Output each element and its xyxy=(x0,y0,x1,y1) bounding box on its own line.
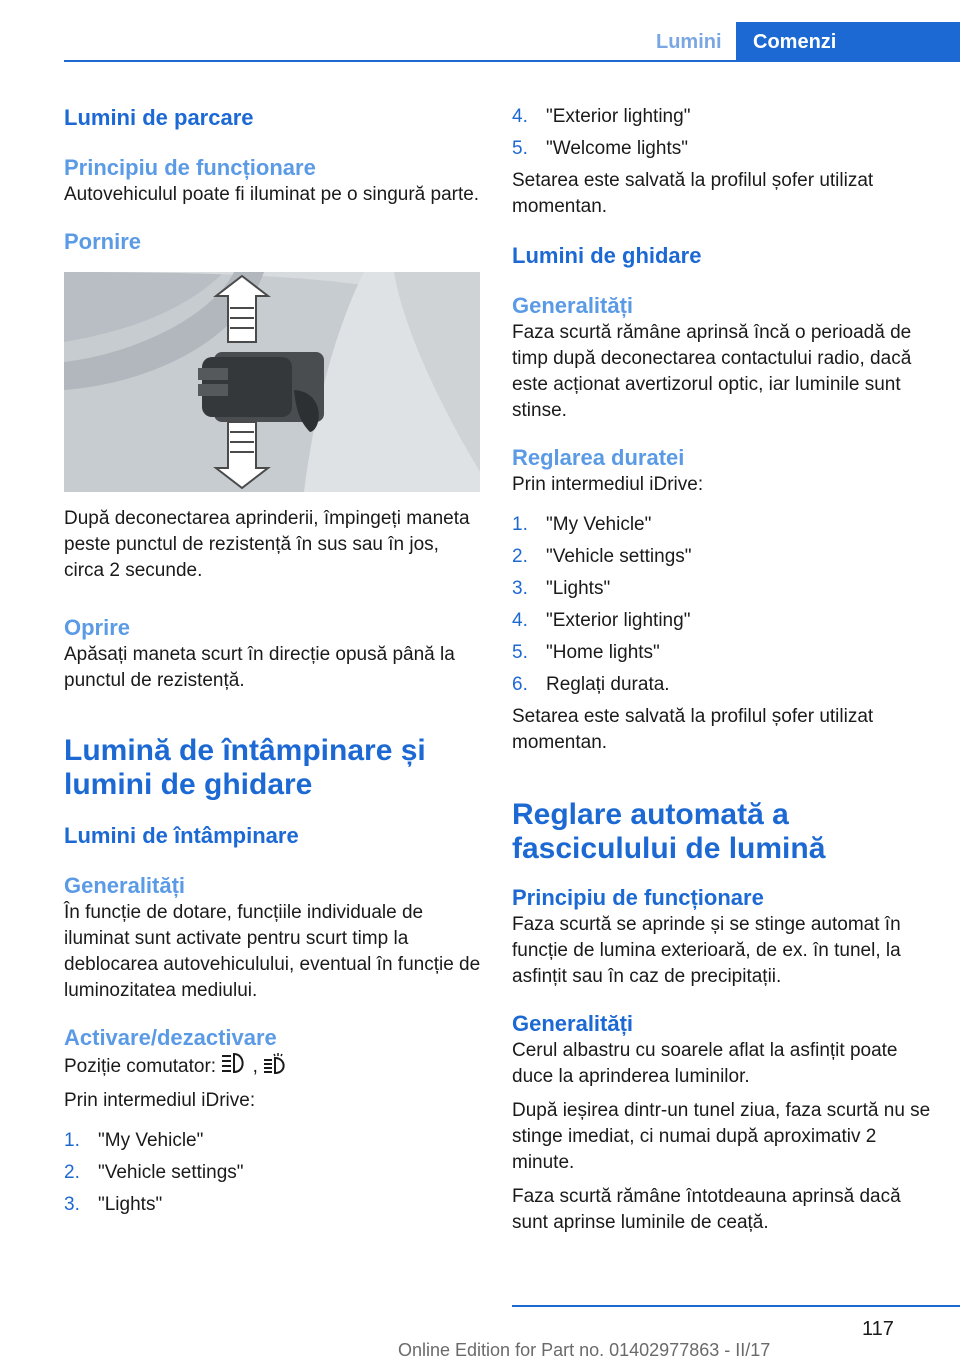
text-general-fog-lights: Faza scurtă rămâne întotdeauna aprinsă dacă sunt aprinse luminile de ceață. xyxy=(512,1186,901,1233)
heading-general: Generalități xyxy=(512,1011,634,1036)
heading-switch-on: Pornire xyxy=(64,229,142,254)
heading-switch-off: Oprire xyxy=(64,615,131,640)
header-tab-lumini[interactable]: Lumini xyxy=(656,31,722,53)
right-column xyxy=(512,100,932,1236)
heading-welcome-and-guide-lights: Lumină de întâmpinare și lumini de ghidare xyxy=(64,734,426,801)
heading-operating-principle: Principiu de funcționare xyxy=(64,155,316,180)
text-setting-saved: Setarea este salvată la profilul șofer utilizat momentan. xyxy=(512,706,874,753)
text-general: Faza scurtă rămâne aprinsă încă o perioadă de timp după deconectarea contactului radio, dacă este acționat avertizorul optic, iar luminile sunt stinse. xyxy=(512,322,912,421)
footer-divider xyxy=(512,1305,960,1307)
text-via-idrive: Prin intermediul iDrive: xyxy=(64,1090,256,1111)
footer-edition: Online Edition for Part no. 01402977863 - II/17 xyxy=(398,1340,771,1360)
page-number: 117 xyxy=(862,1318,894,1340)
auto-light-icon xyxy=(263,1052,289,1082)
lever-illustration xyxy=(64,272,480,492)
list-item: 2. "Vehicle settings" xyxy=(512,546,692,567)
header-tab-comenzi[interactable]: Comenzi xyxy=(753,31,837,53)
heading-activation: Activare/dezactivare xyxy=(64,1025,277,1050)
list-item: 1. "My Vehicle" xyxy=(512,514,652,535)
heading-duration-setting: Reglarea duratei xyxy=(512,445,685,470)
lever-drawing xyxy=(64,272,480,492)
text-general-tunnel: După ieșirea dintr-un tunel ziua, faza scurtă nu se stinge imediat, ci numai după aproximativ 2 minute. xyxy=(512,1100,931,1173)
heading-general: Generalități xyxy=(64,873,186,898)
idrive-steps-continued xyxy=(512,104,932,162)
parking-light-icon xyxy=(221,1052,247,1082)
text-switch-on: După deconectarea aprinderii, împingeți maneta peste punctul de rezistență în sus sau în jos, circa 2 secunde. xyxy=(64,508,470,581)
list-item: 4. "Exterior lighting" xyxy=(512,106,691,127)
text-switch-position xyxy=(64,1052,484,1082)
text-general: În funcție de dotare, funcțiile individuale de iluminat sunt activate pentru scurt timp la deblocarea autovehiculului, eventual în funcție de luminozitatea mediului. xyxy=(64,902,481,1001)
text-switch-position-separator: , xyxy=(252,1056,258,1078)
list-item: 4. "Exterior lighting" xyxy=(512,610,691,631)
header-divider xyxy=(64,60,960,62)
heading-general: Generalități xyxy=(512,293,634,318)
list-item: 3. "Lights" xyxy=(64,1194,163,1215)
list-item: 3. "Lights" xyxy=(512,578,611,599)
heading-welcome-lights: Lumini de întâmpinare xyxy=(64,823,299,848)
heading-parking-lights: Lumini de parcare xyxy=(64,105,254,130)
text-via-idrive: Prin intermediul iDrive: xyxy=(512,474,704,495)
heading-operating-principle: Principiu de funcționare xyxy=(512,885,764,910)
text-switch-off: Apăsați maneta scurt în direcție opusă până la punctul de rezistență. xyxy=(64,644,455,691)
text-operating-principle: Autovehiculul poate fi iluminat pe o singură parte. xyxy=(64,184,480,205)
heading-automatic-headlight-control: Reglare automată a fasciculului de lumină xyxy=(512,798,826,865)
heading-guide-lights: Lumini de ghidare xyxy=(512,243,702,268)
text-operating-principle: Faza scurtă se aprinde și se stinge automat în funcție de lumina exterioară, de ex. în tunel, la asfințit sau în caz de precipitații. xyxy=(512,914,901,987)
list-item: 5. "Welcome lights" xyxy=(512,138,688,159)
text-setting-saved: Setarea este salvată la profilul șofer utilizat momentan. xyxy=(512,170,874,217)
list-item: 1. "My Vehicle" xyxy=(64,1130,204,1151)
list-item: 5. "Home lights" xyxy=(512,642,660,663)
list-item: 6. Reglați durata. xyxy=(512,674,670,695)
idrive-steps-list xyxy=(64,1128,484,1218)
list-item: 2. "Vehicle settings" xyxy=(64,1162,244,1183)
text-general-sunset: Cerul albastru cu soarele aflat la asfințit poate duce la aprinderea luminilor. xyxy=(512,1040,898,1087)
idrive-steps-list xyxy=(512,512,932,698)
text-switch-position-label: Poziție comutator: xyxy=(64,1056,217,1078)
left-column xyxy=(64,100,484,1224)
